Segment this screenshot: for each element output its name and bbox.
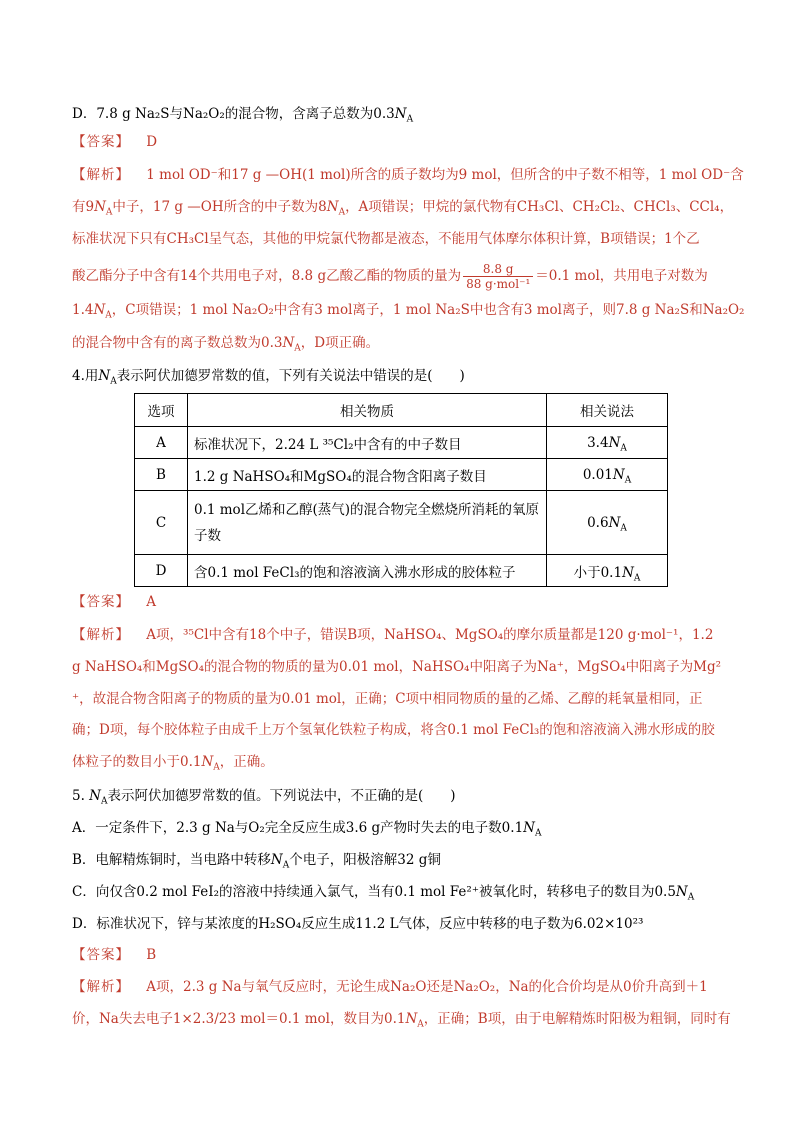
q5-option-d: D．标准状况下，锌与某浓度的H₂SO₄反应生成11.2 L气体，反应中转移的电子数为6.02×10²³ <box>72 916 644 932</box>
table-row <box>135 427 668 459</box>
q3-answer-value: D <box>146 134 158 150</box>
q5-analysis-text-1: A项，2.3 g Na与氧气反应时，无论生成Na₂O还是Na₂O₂，Na的化合价均是从0价升高到＋1 <box>146 979 708 995</box>
table-row <box>135 459 668 491</box>
q5-analysis-line-2: 价，Na失去电子1×2.3/23 mol＝0.1 mol，数目为$0.1N_A$，正确；B项，由于电解精炼时阳极为粗铜，同时有 <box>72 1011 731 1030</box>
table-cell-substance <box>188 491 547 555</box>
table-row <box>135 491 668 555</box>
q4-answer-value: A <box>146 594 157 610</box>
table-cell-statement: $0.01N_A$ <box>547 459 668 491</box>
q4-answer-line <box>72 592 732 612</box>
q3-analysis-text-1: 1 mol OD⁻和17 g —OH(1 mol)所含的质子数均为9 mol，但所含的中子数不相等，1 mol OD⁻含 <box>146 167 744 183</box>
analysis-label: 【解析】 <box>72 167 130 183</box>
table-cell-substance: 含0.1 mol FeCl₃的饱和溶液滴入沸水形成的胶体粒子 <box>188 555 547 587</box>
q3-answer-line <box>72 132 732 152</box>
q4-stem: 4.用$N_A$表示阿伏加德罗常数的值，下列有关说法中错误的是( ) <box>72 368 465 387</box>
q5-analysis-line-1 <box>72 977 732 997</box>
q5-answer-line <box>72 945 732 965</box>
q5-option-c: C．向仅含0.2 mol FeI₂的溶液中持续通入氯气，当有0.1 mol Fe²⁺被氧化时，转移电子的数目为$0.5N_A$ <box>72 884 695 903</box>
table-header-row <box>135 394 668 427</box>
q4-analysis-line-1 <box>72 625 732 645</box>
table-cell-statement: $3.4N_A$ <box>547 427 668 459</box>
q3-analysis-line-5: $1.4N_A$，C项错误；1 mol Na₂O₂中含有3 mol离子，1 mol Na₂S中也含有3 mol离子，则7.8 g Na₂S和Na₂O₂ <box>72 302 745 321</box>
q3-analysis-line-3: 标准状况下只有CH₃Cl呈气态，其他的甲烷氯代物都是液态，不能用气体摩尔体积计算，B项错误；1个乙 <box>72 231 700 247</box>
q3-analysis-text-4b: ＝0.1 mol，共用电子对数为 <box>535 268 708 284</box>
q4-analysis-line-5: 体粒子的数目小于$0.1N_A$，正确。 <box>72 754 274 773</box>
table-cell-option: C <box>135 491 188 555</box>
table-cell-option: D <box>135 555 188 587</box>
q4-options-table <box>134 393 668 587</box>
table-header: 选项 <box>135 394 188 427</box>
q4-analysis-line-4: 确；D项，每个胶体粒子由成千上万个氢氧化铁粒子构成，将含0.1 mol FeCl₃的饱和溶液滴入沸水形成的胶 <box>72 722 715 738</box>
q5-stem: 5. $N_A$表示阿伏加德罗常数的值。下列说法中，不正确的是( ) <box>72 788 456 807</box>
q3-analysis-line-1 <box>72 165 744 185</box>
analysis-label: 【解析】 <box>72 979 130 995</box>
q5-answer-value: B <box>146 947 157 963</box>
q3-option-d: D．7.8 g Na₂S与Na₂O₂的混合物，含离子总数为$0.3N_A$ <box>72 106 414 125</box>
table-cell-option: A <box>135 427 188 459</box>
q3-analysis-line-6: 的混合物中含有的离子数总数为$0.3N_A$，D项正确。 <box>72 335 380 354</box>
table-row <box>135 555 668 587</box>
q3-analysis-line-4 <box>72 262 732 291</box>
table-header: 相关物质 <box>188 394 547 427</box>
substance-line-1: 0.1 mol乙烯和乙醇(蒸气)的混合物完全燃烧所消耗的氧原 <box>194 501 540 518</box>
molar-fraction <box>463 262 533 291</box>
q5-option-b: B．电解精炼铜时，当电路中转移$N_A$个电子，阳极溶解32 g铜 <box>72 852 441 871</box>
q4-analysis-line-2: g NaHSO₄和MgSO₄的混合物的物质的量为0.01 mol，NaHSO₄中阳离子为Na⁺，MgSO₄中阳离子为Mg² <box>72 659 722 675</box>
table-cell-statement: $0.6N_A$ <box>547 491 668 555</box>
answer-label: 【答案】 <box>72 594 130 610</box>
q3-analysis-text-4a: 酸乙酯分子中含有14个共用电子对，8.8 g乙酸乙酯的物质的量为 <box>72 268 462 284</box>
analysis-label: 【解析】 <box>72 627 130 643</box>
q5-option-a: A．一定条件下，2.3 g Na与O₂完全反应生成3.6 g产物时失去的电子数$0.1N_A$ <box>72 820 542 839</box>
q3-analysis-line-2: 有$9N_A$中子，17 g —OH所含的中子数为$8N_A$，A项错误；甲烷的氯代物有CH₃Cl、CH₂Cl₂、CHCl₃、CCl₄， <box>72 199 734 218</box>
answer-label: 【答案】 <box>72 134 130 150</box>
q4-analysis-text-1: A项，³⁵Cl中含有18个中子，错误B项，NaHSO₄、MgSO₄的摩尔质量都是120 g·mol⁻¹，1.2 <box>146 627 714 643</box>
q4-analysis-line-3: ⁺，故混合物含阳离子的物质的量为0.01 mol，正确；C项中相同物质的量的乙烯、乙醇的耗氧量相同，正 <box>72 691 703 707</box>
table-cell-option: B <box>135 459 188 491</box>
table-header: 相关说法 <box>547 394 668 427</box>
table-cell-substance: 1.2 g NaHSO₄和MgSO₄的混合物含阳离子数目 <box>188 459 547 491</box>
substance-line-2: 子数 <box>194 527 221 544</box>
fraction-numerator: 8.8 g <box>463 262 533 277</box>
table-cell-substance: 标准状况下，2.24 L ³⁵Cl₂中含有的中子数目 <box>188 427 547 459</box>
table-cell-statement: 小于$0.1N_A$ <box>547 555 668 587</box>
fraction-denominator: 88 g·mol⁻¹ <box>466 277 531 291</box>
answer-label: 【答案】 <box>72 947 130 963</box>
